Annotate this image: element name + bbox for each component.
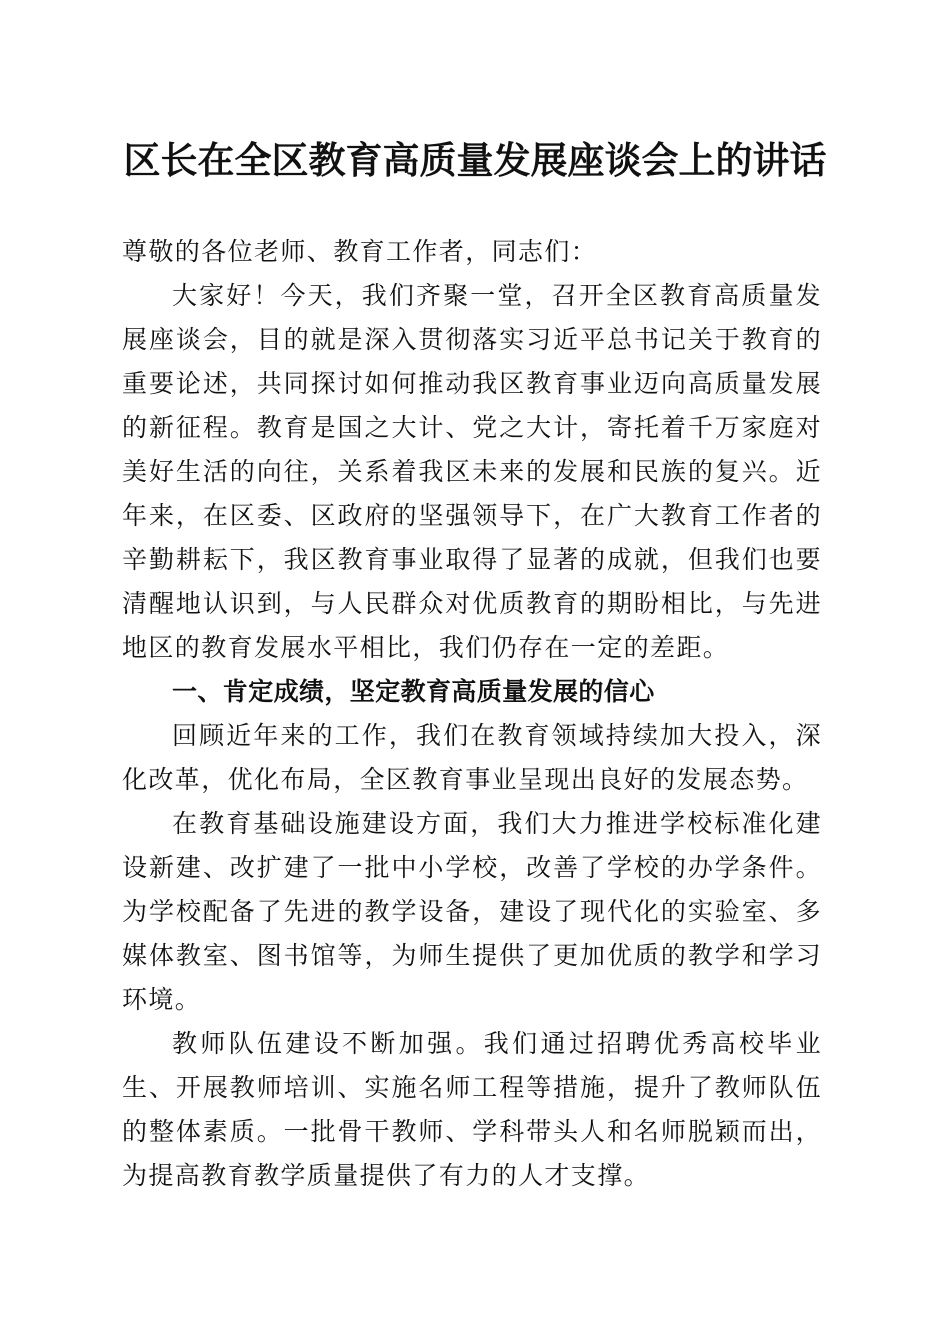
opening-paragraph: 大家好！今天，我们齐聚一堂，召开全区教育高质量发展座谈会，目的就是深入贯彻落实习近平总书记关于教育的重要论述，共同探讨如何推动我区教育事业迈向高质量发展的新征程。教育是国之大计、党之大计，寄托着千万家庭对美好生活的向往，关系着我区未来的发展和民族的复兴。近年来，在区委、区政府的坚强领导下，在广大教育工作者的辛勤耕耘下，我区教育事业取得了显著的成就，但我们也要清醒地认识到，与人民群众对优质教育的期盼相比，与先进地区的教育发展水平相比，我们仍存在一定的差距。 <box>122 281 822 662</box>
section1-paragraph-2: 在教育基础设施建设方面，我们大力推进学校标准化建设新建、改扩建了一批中小学校，改善了学校的办学条件。为学校配备了先进的教学设备，建设了现代化的实验室、多媒体教室、图书馆等，为师生提供了更加优质的教学和学习环境。 <box>122 809 822 1014</box>
document-body <box>122 230 822 1198</box>
section-heading-1: 一、肯定成绩，坚定教育高质量发展的信心 <box>172 677 655 706</box>
document-title: 区长在全区教育高质量发展座谈会上的讲话 <box>123 138 827 182</box>
section1-paragraph-3: 教师队伍建设不断加强。我们通过招聘优秀高校毕业生、开展教师培训、实施名师工程等措施，提升了教师队伍的整体素质。一批骨干教师、学科带头人和名师脱颖而出，为提高教育教学质量提供了有力的人才支撑。 <box>122 1029 822 1190</box>
section1-paragraph-1: 回顾近年来的工作，我们在教育领域持续加大投入，深化改革，优化布局，全区教育事业呈现出良好的发展态势。 <box>122 721 822 794</box>
salutation: 尊敬的各位老师、教育工作者，同志们： <box>122 237 598 266</box>
